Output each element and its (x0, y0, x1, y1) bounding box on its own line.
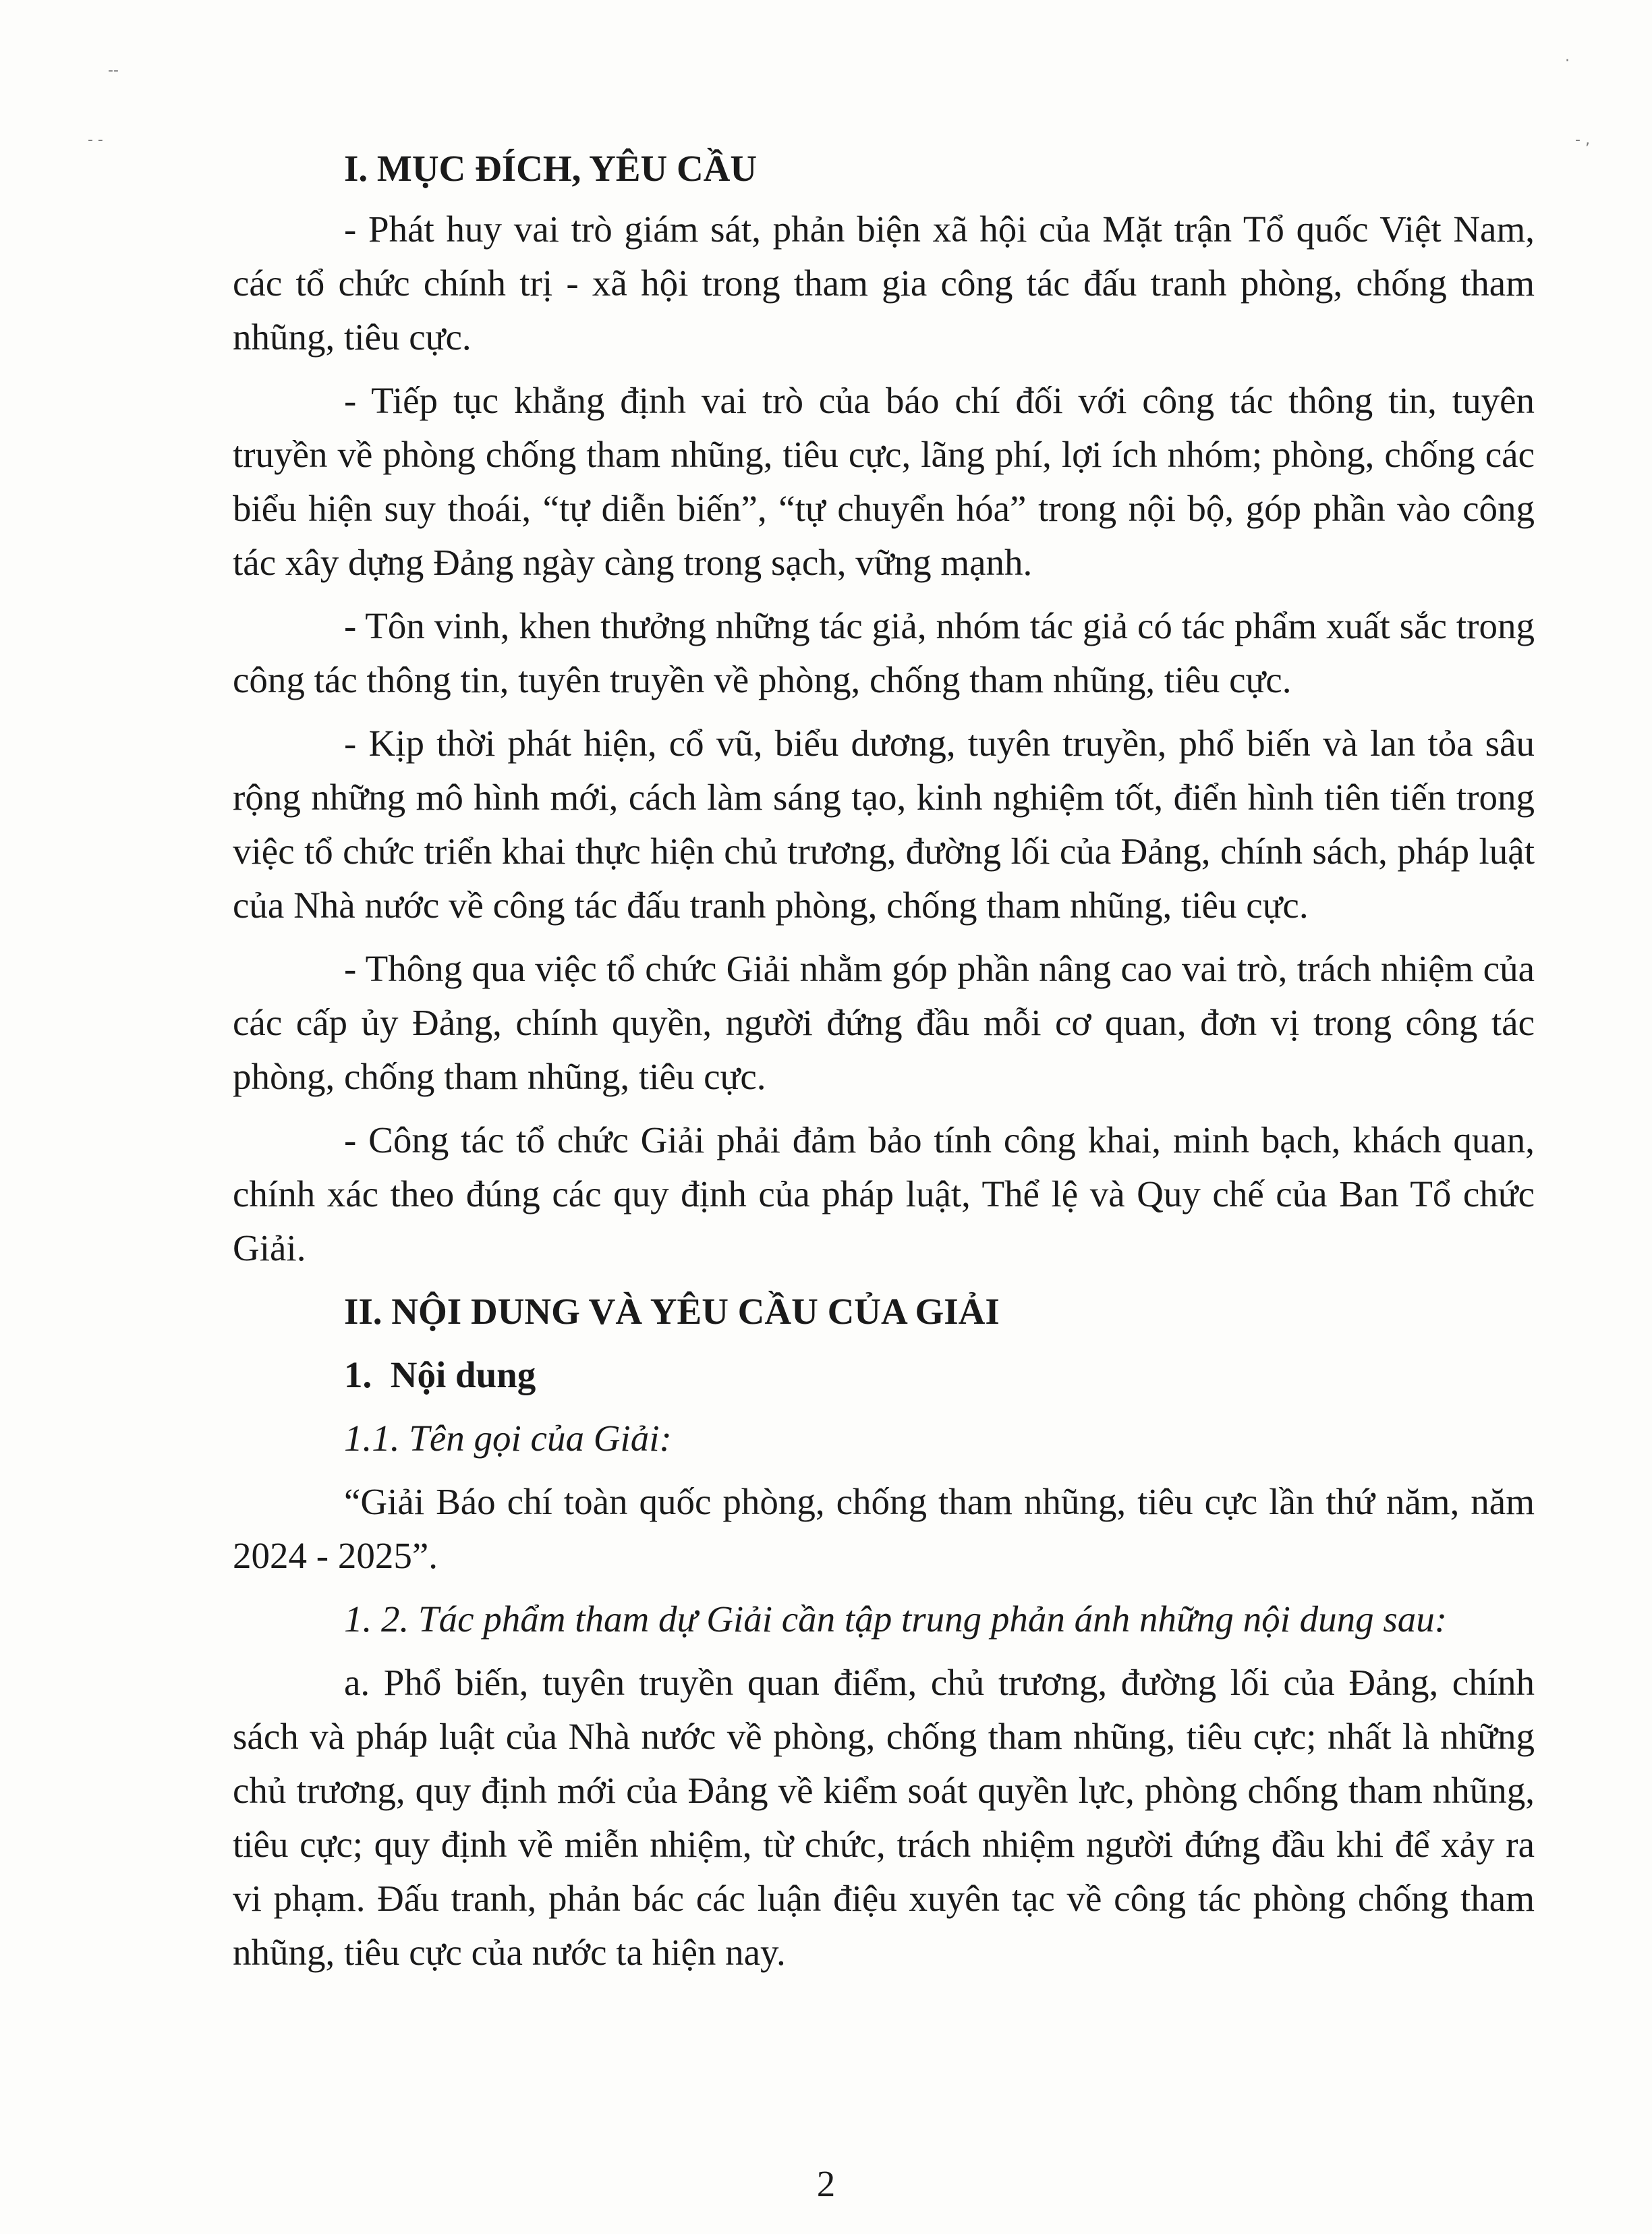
subsection-1-heading: 1. Nội dung (344, 1354, 536, 1395)
section-1-paragraph-1: - Phát huy vai trò giám sát, phản biện xã hội của Mặt trận Tổ quốc Việt Nam, các tổ chức chính trị - xã hội trong tham gia công tác đấu tranh phòng, chống tham nhũng, tiêu cực. (233, 208, 1535, 358)
section-1-paragraph-5: - Thông qua việc tổ chức Giải nhằm góp phần nâng cao vai trò, trách nhiệm của các cấp ủy Đảng, chính quyền, người đứng đầu mỗi cơ quan, đơn vị trong công tác phòng, chống tham nhũng, tiêu cực. (233, 948, 1535, 1097)
section-2-heading: II. NỘI DUNG VÀ YÊU CẦU CỦA GIẢI (344, 1291, 1000, 1332)
subsection-1-1-heading: 1.1. Tên gọi của Giải: (344, 1418, 672, 1459)
section-1-paragraph-2: - Tiếp tục khẳng định vai trò của báo chí đối với công tác thông tin, tuyên truyền về phòng chống tham nhũng, tiêu cực, lãng phí, lợi ích nhóm; phòng, chống các biểu hiện suy thoái, “tự diễn biến”, “tự chuyển hóa” trong nội bộ, góp phần vào công tác xây dựng Đảng ngày càng trong sạch, vững mạnh. (233, 380, 1535, 583)
section-1-paragraph-6: - Công tác tổ chức Giải phải đảm bảo tính công khai, minh bạch, khách quan, chính xác theo đúng các quy định của pháp luật, Thể lệ và Quy chế của Ban Tổ chức Giải. (233, 1119, 1535, 1268)
section-1-paragraph-4: - Kịp thời phát hiện, cổ vũ, biểu dương, tuyên truyền, phổ biến và lan tỏa sâu rộng những mô hình mới, cách làm sáng tạo, kinh nghiệm tốt, điển hình tiên tiến trong việc tổ chức triển khai thực hiện chủ trương, đường lối của Đảng, chính sách, pháp luật của Nhà nước về công tác đấu tranh phòng, chống tham nhũng, tiêu cực. (233, 723, 1535, 926)
award-name-paragraph: “Giải Báo chí toàn quốc phòng, chống tham nhũng, tiêu cực lần thứ năm, năm 2024 - 2025”. (233, 1481, 1535, 1576)
item-a-paragraph: a. Phổ biến, tuyên truyền quan điểm, chủ trương, đường lối của Đảng, chính sách và pháp luật của Nhà nước về phòng, chống tham nhũng, tiêu cực; nhất là những chủ trương, quy định mới của Đảng về kiểm soát quyền lực, phòng chống tham nhũng, tiêu cực; quy định về miễn nhiệm, từ chức, trách nhiệm người đứng đầu khi để xảy ra vi phạm. Đấu tranh, phản bác các luận điệu xuyên tạc về công tác phòng chống tham nhũng, tiêu cực của nước ta hiện nay. (233, 1662, 1535, 1973)
page-number: 2 (816, 2163, 836, 2204)
section-1-paragraph-3: - Tôn vinh, khen thưởng những tác giả, nhóm tác giả có tác phẩm xuất sắc trong công tác thông tin, tuyên truyền về phòng, chống tham nhũng, tiêu cực. (233, 605, 1535, 700)
subsection-1-2-heading: 1. 2. Tác phẩm tham dự Giải cần tập trung phản ánh những nội dung sau: (344, 1598, 1448, 1640)
document-page (233, 142, 1535, 1989)
section-1-heading: I. MỤC ĐÍCH, YÊU CẦU (344, 148, 758, 189)
